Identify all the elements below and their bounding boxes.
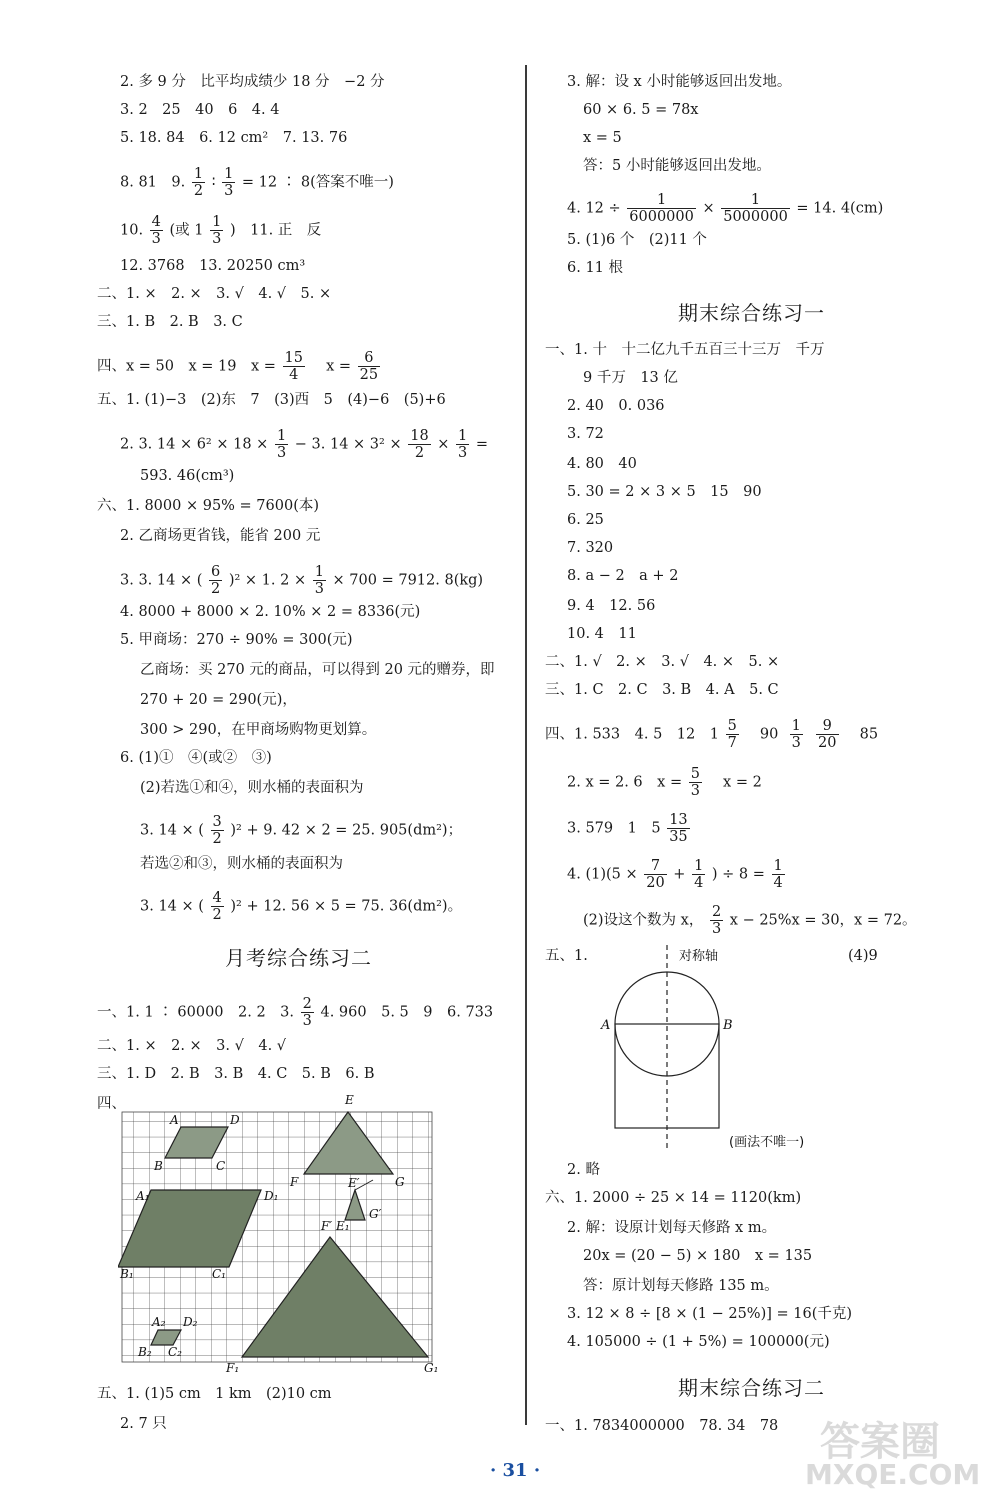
grid-label: E <box>345 1093 354 1107</box>
answer-line: 8. 81 9. $\frac{1}{2}$ ∶ $\frac{1}{3}$ = 12 ∶ 8(答案不唯一) <box>120 166 394 199</box>
grid-label: D₁ <box>264 1189 279 1203</box>
section-heading: 月考综合练习二 <box>225 946 372 970</box>
grid-label: E₁ <box>336 1219 350 1233</box>
answer-line: 四、 <box>97 1096 126 1112</box>
answer-line: 270 + 20 = 290(元)， <box>140 692 297 708</box>
answer-line: 2. 略 <box>567 1162 600 1178</box>
answer-line: 3. 2 25 40 6 4. 4 <box>120 102 280 118</box>
fraction: $\frac{3}{2}$ <box>212 814 222 847</box>
answer-line: 3. 3. 14 × ( $\frac{6}{2}$ )² × 1. 2 × $\frac{1}{3}$ × 700 = 7912. 8(kg) <box>120 564 484 597</box>
answer-line: 乙商场：买 270 元的商品，可以得到 20 元的赠券，即 <box>140 662 495 678</box>
point-b-label: B <box>723 1018 733 1033</box>
fraction: $\frac{2}{3}$ <box>711 904 722 937</box>
fraction: $\frac{1}{2}$ <box>193 166 204 199</box>
answer-line: x = 5 <box>583 130 622 146</box>
grid-label: C₂ <box>168 1345 182 1359</box>
answer-line: 4. 8000 + 8000 × 2. 10% × 2 = 8336(元) <box>120 604 421 620</box>
answer-line: 9. 4 12. 56 <box>567 598 656 614</box>
fraction: $\frac{1}{4}$ <box>773 858 783 891</box>
grid-label: G′ <box>369 1207 382 1221</box>
fraction: $\frac{4}{2}$ <box>212 890 222 923</box>
grid-label: A₁ <box>136 1189 150 1203</box>
answer-line: 3. 12 × 8 ÷ [8 × (1 − 25%)] = 16(千克) <box>567 1306 853 1322</box>
answer-line: 6. 25 <box>567 512 604 528</box>
answer-line: 五、1. (1)5 cm 1 km (2)10 cm <box>97 1386 332 1402</box>
watermark-url: MXQE.COM <box>805 1458 981 1491</box>
answer-line: 4. (1)(5 × $\frac{7}{20}$ + $\frac{1}{4}$ ) ÷ 8 = $\frac{1}{4}$ <box>567 858 783 891</box>
grid-label: F₁ <box>226 1361 240 1375</box>
answer-line: 答：5 小时能够返回出发地。 <box>583 158 771 174</box>
fraction: $\frac{4}{3}$ <box>151 214 161 247</box>
answer-line: 3. 14 × ( $\frac{4}{2}$ )² + 12. 56 × 5 = 75. 36(dm²)。 <box>140 890 463 923</box>
answer-line: 二、1. × 2. × 3. √ 4. √ <box>97 1038 287 1054</box>
answer-line: 5. 18. 84 6. 12 cm² 7. 13. 76 <box>120 130 348 146</box>
grid-label: B₁ <box>120 1267 134 1281</box>
answer-line: 6. 11 根 <box>567 260 624 276</box>
grid-label: G <box>395 1175 405 1189</box>
answer-line: 12. 3768 13. 20250 cm³ <box>120 258 306 274</box>
grid-label: F′ <box>321 1219 333 1233</box>
answer-line: 8. a − 2 a + 2 <box>567 568 679 584</box>
fraction: $\frac{18}{2}$ <box>410 428 429 461</box>
grid-figure <box>118 1090 443 1380</box>
fraction: $\frac{13}{35}$ <box>669 812 688 845</box>
answer-line: 4. 105000 ÷ (1 + 5%) = 100000(元) <box>567 1334 830 1350</box>
fraction: $\frac{1}{3}$ <box>224 166 234 199</box>
answer-line: 2. 7 只 <box>120 1416 167 1432</box>
section-heading: 期末综合练习二 <box>678 1376 825 1400</box>
answer-line: 六、1. 8000 × 95% = 7600(本) <box>97 498 320 514</box>
fraction: $\frac{1}{3}$ <box>791 718 801 751</box>
answer-line: 答：原计划每天修路 135 m。 <box>583 1278 779 1294</box>
page-number: · 31 · <box>490 1460 541 1481</box>
answer-line: 2. 乙商场更省钱，能省 200 元 <box>120 528 321 544</box>
grid-label: E′ <box>348 1176 360 1190</box>
grid-label: G₁ <box>424 1361 439 1375</box>
grid-label: D <box>230 1113 240 1127</box>
section-heading: 期末综合练习一 <box>678 301 825 325</box>
answer-line: 3. 解：设 x 小时能够返回出发地。 <box>567 74 792 90</box>
answer-line: 3. 14 × ( $\frac{3}{2}$ )² + 9. 42 × 2 = 25. 905(dm²)； <box>140 814 463 847</box>
fraction: $\frac{1}{3}$ <box>458 428 468 461</box>
answer-line: 3. 579 1 5 $\frac{13}{35}$ <box>567 812 688 845</box>
grid-label: C <box>216 1159 226 1173</box>
fraction: $\frac{1}{3}$ <box>314 564 324 597</box>
answer-line: 2. 3. 14 × 6² × 18 × $\frac{1}{3}$ − 3. 14 × 3² × $\frac{18}{2}$ × $\frac{1}{3}$ = <box>120 428 489 461</box>
answer-line: 一、1. 7834000000 78. 34 78 <box>545 1418 779 1434</box>
fraction: $\frac{1}{5000000}$ <box>723 192 788 225</box>
symmetry-figure <box>595 940 845 1155</box>
answer-line: 593. 46(cm³) <box>140 468 235 484</box>
fraction: $\frac{7}{20}$ <box>646 858 665 891</box>
answer-line: 四、x = 50 x = 19 x = $\frac{15}{4}$ x = $\frac{6}{25}$ <box>97 350 379 383</box>
answer-line: 3. 72 <box>567 426 604 442</box>
answer-line: 60 × 6. 5 = 78x <box>583 102 699 118</box>
answer-line: 二、1. × 2. × 3. √ 4. √ 5. × <box>97 286 332 302</box>
answer-line: 4. 80 40 <box>567 456 637 472</box>
answer-line: 10. 4 11 <box>567 626 637 642</box>
answer-line: 六、1. 2000 ÷ 25 × 14 = 1120(km) <box>545 1190 802 1206</box>
answer-line: 5. (1)6 个 (2)11 个 <box>567 232 707 248</box>
fraction: $\frac{1}{6000000}$ <box>629 192 694 225</box>
answer-line: 300 > 290，在甲商场购物更划算。 <box>140 722 377 738</box>
answer-line: 6. (1)① ④(或② ③) <box>120 750 272 766</box>
answer-line: 三、1. C 2. C 3. B 4. A 5. C <box>545 682 779 698</box>
grid-label: B <box>154 1159 163 1173</box>
watermark-logo: 答案圈 <box>820 1419 940 1465</box>
fraction: $\frac{5}{3}$ <box>690 766 700 799</box>
answer-line: 20x = (20 − 5) × 180 x = 135 <box>583 1248 813 1264</box>
axis-label: 对称轴 <box>679 949 719 964</box>
answer-line: 二、1. √ 2. × 3. √ 4. × 5. × <box>545 654 780 670</box>
answer-line: 5. 30 = 2 × 3 × 5 15 90 <box>567 484 762 500</box>
fraction: $\frac{5}{7}$ <box>727 718 737 751</box>
answer-line: 五、1. (1)−3 (2)东 7 (3)西 5 (4)−6 (5)+6 <box>97 392 446 408</box>
grid-label: F <box>290 1175 299 1189</box>
fraction: $\frac{1}{4}$ <box>694 858 704 891</box>
grid-label: A <box>170 1113 179 1127</box>
answer-line: 5. 甲商场：270 ÷ 90% = 300(元) <box>120 632 353 648</box>
answer-line: 2. 40 0. 036 <box>567 398 665 414</box>
answer-line: 五、1. <box>545 948 588 964</box>
answer-line: 4. 12 ÷ $\frac{1}{6000000}$ × $\frac{1}{5000000}$ = 14. 4(cm) <box>567 192 884 225</box>
answer-line: 四、1. 533 4. 5 12 1 $\frac{5}{7}$ 90 $\frac{1}{3}$ $\frac{9}{20}$ 85 <box>545 718 879 751</box>
answer-line: 一、1. 1 ∶ 60000 2. 2 3. $\frac{2}{3}$ 4. 960 5. 5 9 6. 733 <box>97 996 494 1029</box>
answer-line: 9 千万 13 亿 <box>583 370 678 386</box>
grid-label: D₂ <box>183 1315 198 1329</box>
answer-line: 若选②和③，则水桶的表面积为 <box>140 856 343 872</box>
answer-line: 2. 多 9 分 比平均成绩少 18 分 −2 分 <box>120 74 385 90</box>
answer-line: (2)若选①和④，则水桶的表面积为 <box>140 780 364 796</box>
fraction: $\frac{2}{3}$ <box>302 996 312 1029</box>
column-divider <box>525 65 527 1425</box>
fraction: $\frac{1}{3}$ <box>212 214 222 247</box>
answer-line: 一、1. 十 十二亿九千五百三十三万 千万 <box>545 342 825 358</box>
answer-line: 三、1. D 2. B 3. B 4. C 5. B 6. B <box>97 1066 375 1082</box>
point-a-label: A <box>601 1018 611 1033</box>
grid-label: C₁ <box>212 1267 226 1281</box>
answer-line: 2. x = 2. 6 x = $\frac{5}{3}$ x = 2 <box>567 766 762 799</box>
answer-line: 2. 解：设原计划每天修路 x m。 <box>567 1220 777 1236</box>
fraction: $\frac{15}{4}$ <box>284 350 303 383</box>
answer-line: 三、1. B 2. B 3. C <box>97 314 243 330</box>
answer-line: (2)设这个数为 x， $\frac{2}{3}$ x − 25%x = 30，x = 72。 <box>583 904 917 937</box>
answer-line: (4)9 <box>848 948 878 964</box>
grid-label: B₂ <box>138 1345 152 1359</box>
fraction: $\frac{9}{20}$ <box>818 718 837 751</box>
fraction: $\frac{6}{2}$ <box>210 564 221 597</box>
fraction: $\frac{6}{25}$ <box>359 350 379 383</box>
figure-note: (画法不唯一) <box>729 1135 805 1150</box>
grid-label: A₂ <box>152 1315 166 1329</box>
answer-line: 7. 320 <box>567 540 614 556</box>
answer-line: 10. $\frac{4}{3}$ (或 1 $\frac{1}{3}$ ) 11. 正 反 <box>120 214 322 247</box>
fraction: $\frac{1}{3}$ <box>276 428 287 461</box>
